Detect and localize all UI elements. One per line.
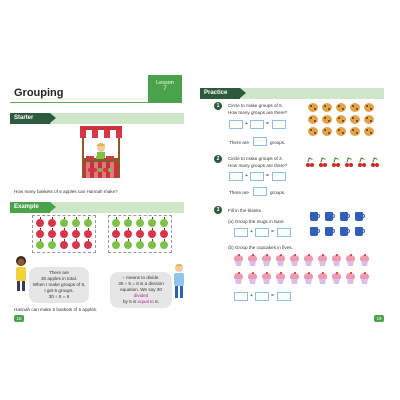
apple bbox=[160, 241, 168, 249]
example-conclusion: Hannah can make 6 baskets of 5 apples. bbox=[14, 307, 98, 312]
bubble-line: 30 ÷ 5 = 6 bbox=[48, 294, 70, 299]
q1-groups-answer[interactable] bbox=[253, 137, 267, 146]
q2-answer-box[interactable] bbox=[250, 172, 264, 181]
cookie-icon bbox=[322, 127, 332, 136]
cherry-icon bbox=[357, 157, 367, 167]
mug-icon bbox=[355, 211, 365, 221]
example-heading: Example bbox=[10, 202, 50, 213]
q1-answer-box[interactable] bbox=[250, 120, 264, 129]
apple bbox=[148, 241, 156, 249]
starter-question: How many baskets of 5 apples can Hannah make? bbox=[14, 189, 118, 194]
mug-icon bbox=[310, 211, 320, 221]
lesson-number: 7 bbox=[163, 86, 167, 92]
cupcake-icon bbox=[262, 255, 271, 266]
apple bbox=[112, 219, 120, 227]
cookie-icon bbox=[350, 127, 360, 136]
cupcake-icon bbox=[290, 255, 299, 266]
apple bbox=[160, 230, 168, 238]
cupcake-icon bbox=[318, 273, 327, 284]
cupcake-icon bbox=[276, 255, 285, 266]
cupcake-icon bbox=[234, 255, 243, 266]
q3-part-b: (b) Group the cupcakes in fives. bbox=[228, 245, 293, 250]
q2-answer-box[interactable] bbox=[229, 172, 243, 181]
bubble-line: There are bbox=[49, 270, 69, 275]
cupcake-icon bbox=[290, 273, 299, 284]
cupcake-icon bbox=[346, 255, 355, 266]
apple bbox=[48, 230, 56, 238]
mug-icon bbox=[340, 211, 350, 221]
q2-answer-box[interactable] bbox=[272, 172, 286, 181]
cupcake-icon bbox=[234, 273, 243, 284]
apple bbox=[124, 219, 132, 227]
bubble-line: When I make groups of 5, bbox=[32, 282, 86, 287]
page-number-left: 18 bbox=[14, 315, 24, 322]
bubble-text: equation. We say 30 bbox=[120, 287, 162, 292]
bubble-line bbox=[113, 299, 169, 305]
q3b-answer-box[interactable] bbox=[277, 292, 291, 301]
apple bbox=[36, 219, 44, 227]
cherry-icon bbox=[344, 157, 354, 167]
apple bbox=[84, 241, 92, 249]
cookie-icon bbox=[336, 127, 346, 136]
cupcake-icon bbox=[262, 273, 271, 284]
cherry-icon bbox=[318, 157, 328, 167]
girl-illustration bbox=[14, 255, 28, 293]
boy-illustration bbox=[172, 262, 186, 300]
plus-sign: + bbox=[250, 293, 253, 299]
plus-sign: + bbox=[245, 121, 248, 127]
cupcake-row bbox=[234, 255, 369, 266]
q1-answer-box[interactable] bbox=[229, 120, 243, 129]
cupcake-icon bbox=[360, 273, 369, 284]
cookie-icon bbox=[322, 115, 332, 124]
q3-instruction: Fill in the blanks. bbox=[228, 208, 263, 213]
equals-sign: = bbox=[271, 229, 274, 235]
bubble-line bbox=[113, 287, 169, 299]
apple bbox=[124, 241, 132, 249]
equals-sign: = bbox=[266, 173, 269, 179]
apple bbox=[72, 230, 80, 238]
q3b-answer-box[interactable] bbox=[255, 292, 269, 301]
q2-groups-word: groups. bbox=[270, 190, 286, 195]
apple bbox=[48, 219, 56, 227]
bubble-line: 30 apples in total. bbox=[40, 276, 77, 281]
q2-question: How many groups are there? bbox=[228, 163, 288, 168]
cookie-icon bbox=[350, 103, 360, 112]
cookie-icon bbox=[308, 127, 318, 136]
mug-row bbox=[310, 226, 365, 236]
cupcake-icon bbox=[304, 255, 313, 266]
cherry-icon bbox=[331, 157, 341, 167]
cupcake-icon bbox=[276, 273, 285, 284]
bubble-text: 6. bbox=[153, 299, 160, 304]
lesson-tab bbox=[148, 75, 182, 103]
question-1-number: 1 bbox=[214, 102, 222, 110]
cookie-icon bbox=[336, 103, 346, 112]
cupcake-row bbox=[234, 273, 369, 284]
cupcake-icon bbox=[248, 273, 257, 284]
plus-sign: + bbox=[245, 173, 248, 179]
apple bbox=[72, 241, 80, 249]
cherry-icon bbox=[305, 157, 315, 167]
page-number-right: 19 bbox=[374, 315, 384, 322]
divided-word: divided bbox=[133, 293, 149, 298]
apple bbox=[84, 219, 92, 227]
apple bbox=[148, 219, 156, 227]
cupcake-icon bbox=[346, 273, 355, 284]
apple bbox=[72, 219, 80, 227]
equals-sign: = bbox=[271, 293, 274, 299]
apple-group-left bbox=[32, 215, 96, 253]
q3a-answer-box[interactable] bbox=[234, 228, 248, 237]
question-2-number: 2 bbox=[214, 155, 222, 163]
mug-row bbox=[310, 211, 365, 221]
bubble-text: means to divide. bbox=[124, 275, 160, 280]
mug-icon bbox=[325, 211, 335, 221]
cookie-icon bbox=[308, 115, 318, 124]
cookie-icon bbox=[322, 103, 332, 112]
mug-icon bbox=[355, 226, 365, 236]
cupcake-icon bbox=[248, 255, 257, 266]
apple bbox=[84, 230, 92, 238]
q1-question: How many groups are there? bbox=[228, 110, 288, 115]
equal-to-word: equal to bbox=[137, 299, 154, 304]
cupcake-icon bbox=[332, 255, 341, 266]
starter-heading: Starter bbox=[10, 113, 50, 124]
apple bbox=[124, 230, 132, 238]
equals-sign: = bbox=[266, 121, 269, 127]
market-stall-illustration bbox=[78, 126, 124, 180]
cherry-row bbox=[305, 157, 380, 167]
bubble-text: by 5 is bbox=[122, 299, 138, 304]
q1-instruction: Circle to make groups of 5. bbox=[228, 103, 283, 108]
divide-symbol: ÷ bbox=[122, 275, 125, 280]
q1-answer-box[interactable] bbox=[272, 120, 286, 129]
q1-there-are: There are bbox=[229, 140, 249, 145]
cookie-icon bbox=[336, 115, 346, 124]
q3a-answer-box[interactable] bbox=[277, 228, 291, 237]
apple bbox=[136, 219, 144, 227]
q3-part-a: (a) Group the mugs in twos. bbox=[228, 219, 285, 224]
apple bbox=[112, 230, 120, 238]
bubble-line: 30 ÷ 5 = 6 is a division bbox=[118, 281, 164, 286]
cookie-row bbox=[308, 115, 374, 124]
mug-icon bbox=[325, 226, 335, 236]
apple bbox=[112, 241, 120, 249]
apple bbox=[60, 219, 68, 227]
apple bbox=[60, 241, 68, 249]
speech-bubble-groups bbox=[29, 267, 89, 303]
plus-sign: + bbox=[250, 229, 253, 235]
cookie-icon bbox=[364, 115, 374, 124]
apple bbox=[160, 219, 168, 227]
question-3-number: 3 bbox=[214, 206, 222, 214]
cherry-icon bbox=[370, 157, 380, 167]
cupcake-icon bbox=[360, 255, 369, 266]
apple bbox=[36, 241, 44, 249]
speech-bubble-division bbox=[110, 272, 172, 308]
cookie-icon bbox=[364, 103, 374, 112]
q2-instruction: Circle to make groups of 2. bbox=[228, 156, 283, 161]
q2-there-are: There are bbox=[229, 190, 249, 195]
q1-groups-word: groups. bbox=[270, 140, 286, 145]
apple bbox=[36, 230, 44, 238]
cupcake-icon bbox=[332, 273, 341, 284]
apple bbox=[136, 230, 144, 238]
mug-icon bbox=[340, 226, 350, 236]
cupcake-icon bbox=[318, 255, 327, 266]
apple bbox=[60, 230, 68, 238]
cookie-icon bbox=[350, 115, 360, 124]
cupcake-icon bbox=[304, 273, 313, 284]
cookie-icon bbox=[364, 127, 374, 136]
apple bbox=[148, 230, 156, 238]
page-title: Grouping bbox=[14, 87, 64, 99]
lesson-label: Lesson bbox=[156, 80, 174, 86]
practice-heading: Practice bbox=[200, 88, 240, 99]
cookie-row bbox=[308, 103, 374, 112]
q3b-answer-box[interactable] bbox=[234, 292, 248, 301]
apple bbox=[48, 241, 56, 249]
cookie-icon bbox=[308, 103, 318, 112]
apple-group-right bbox=[108, 215, 172, 253]
cookie-row bbox=[308, 127, 374, 136]
q2-groups-answer[interactable] bbox=[253, 187, 267, 196]
apple bbox=[136, 241, 144, 249]
mug-icon bbox=[310, 226, 320, 236]
q3a-answer-box[interactable] bbox=[255, 228, 269, 237]
bubble-line: I get 6 groups. bbox=[44, 288, 74, 293]
